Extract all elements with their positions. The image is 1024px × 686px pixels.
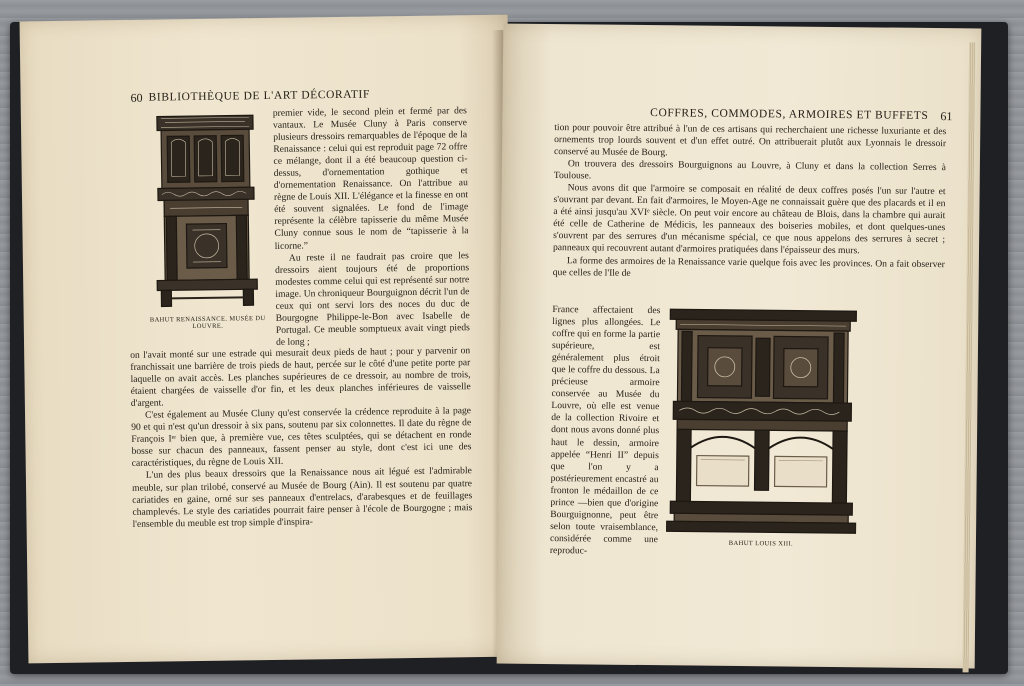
paragraph: C'est également au Musée Cluny qu'est conservée la crédence reproduite à la page 90 et qui n'est qu'un dressoir à six pans, soutenu par six colonnettes. Il date du règne de François Iᵉʳ bien que, à première vue, ces têtes sculptées, qui se détachent en ronde bosse sur chacun des panneaux, fassent penser au style, dont c'est ici une des caractéristiques, du règne de Louis XII. (131, 405, 472, 470)
left-column-text (273, 105, 470, 349)
left-running-head: BIBLIOTHÈQUE DE L'ART DÉCORATIF (148, 88, 371, 104)
paragraph: premier vide, le second plein et fermé par des vantaux. Le Musée Cluny à Paris conserve plusieurs dressoirs remarquables de l'époque de la Renaissance : celui qui est reproduit page 72 offre ce mélange, dont il a été beaucoup question ci-dessus, d'ornementation gothique et d'ornementation Renaissance. On l'attribue au règne de Louis XII. L'élégance et la finesse en ont été souvent signalées. Le fond de l'image représente la célèbre tapisserie du même Musée Cluny connue sous le nom de “tapisserie à la licorne.” (272, 105, 469, 252)
page-edge (963, 42, 976, 672)
bahut-renaissance-illustration (147, 111, 266, 313)
paragraph: Nous avons dit que l'armoire se composait en réalité de deux coffres posés l'un sur l'autre et s'ouvrant par devant. En fait d'armoires, le Moyen-Age ne connaissait guère que des placards et il en a été ainsi jusqu'au XVIᵉ siècle. On peut voir encore au château de Blois, dans la chambre qui aurait été celle de Catherine de Médicis, les panneaux des boiseries mobiles, et dont quelques-unes s'ouvrent par des serrures d'un mécanisme spécial, ce que nous appelons des serrures à secret ; panneaux qui recouvrent autant d'armoires pratiquées dans l'épaisseur des murs. (552, 182, 946, 257)
left-page-number: 60 (130, 90, 143, 105)
paragraph: France affectaient des lignes plus allongées. Le coffre qui en forme la partie supérieure, est généralement plus étroit que le coffre du dessous. La précieuse armoire conservée au Musée du Louvre, où elle est venue de la collection Rivoire et dont nous avons donné plus haut le dessin, armoire appelée “Henri II” depuis que l'on y a postérieurement encastré au fronton le médaillon de ce prince —bien que d'origine Bourguignonne, peut être selon toute vraisemblance, considérée comme une reproduc- (549, 304, 661, 557)
paragraph: Au reste il ne faudrait pas croire que les dressoirs aient toujours été de proportions modestes comme celui qui est représenté sur notre image. Un chroniqueur Bourguignon décrit l'un de ceux qui ont servi lors des noces du duc de Bourgogne Philippe-le-Bon avec Isabelle de Portugal. Ce meuble somptueux avait vingt pieds de long ; (274, 249, 470, 348)
left-page (20, 15, 517, 664)
right-column-text (550, 304, 661, 558)
left-full-text (130, 345, 472, 530)
figure-bahut-louis-xiii (666, 307, 858, 548)
figure-bahut-renaissance (147, 111, 266, 331)
paragraph: On trouvera des dressoirs Bourguignons au Louvre, à Cluny et dans la collection Serres à Toulouse. (553, 158, 946, 182)
bahut-louis-xiii-illustration (666, 307, 858, 537)
paragraph: tion pour pouvoir être attribué à l'un de ces artisans qui recherchaient une richesse luxuriante et des ornements trop lourds souvent et d'un effet outré. On attribuerait plutôt aux Lyonnais le dressoir conservé au Musée de Bourg. (553, 122, 947, 159)
right-full-text (553, 122, 947, 283)
right-page-number: 61 (940, 109, 953, 124)
paragraph: on l'avait monté sur une estrade qui mesurait deux pieds de haut ; pour y parvenir on franchissait une barrière de trois pieds de haut, percée sur le côté d'une petite porte par laquelle on avait accès. Les planches supérieures de ce dressoir, au nombre de trois, étaient chargées de vaisselle d'or fin, et les deux planches inférieures de vaisselle d'argent. (130, 345, 471, 410)
right-page (497, 24, 982, 669)
right-figure-caption: BAHUT LOUIS XIII. (728, 539, 794, 548)
right-running-head: COFFRES, COMMODES, ARMOIRES ET BUFFETS (650, 107, 929, 122)
paragraph: La forme des armoires de la Renaissance varie quelque fois avec les provinces. On a fait observer que celles de l'Ile de (552, 254, 945, 279)
left-figure-caption: BAHUT RENAISSANCE. MUSÉE DU LOUVRE. (149, 315, 266, 331)
paragraph: L'un des plus beaux dressoirs que la Renaissance nous ait légué est l'admirable meuble, sur plan trilobé, conservé au Musée de Bourg (Ain). Il est soutenu par quatre cariatides en gaine, orné sur ses panneaux d'entrelacs, d'arabesques et de feuillages champlevés. Le style des cariatides pourrait faire penser à l'école de Bourgogne ; mais l'ensemble du meuble est trop simple d'inspira- (131, 465, 473, 530)
